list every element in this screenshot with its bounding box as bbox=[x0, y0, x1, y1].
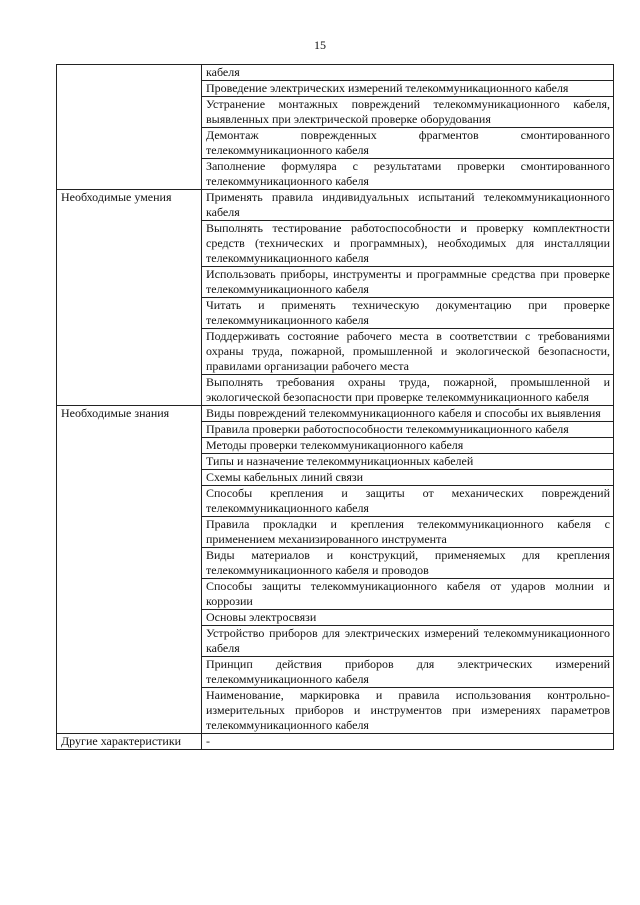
table-row bbox=[57, 406, 614, 422]
section-item: Типы и назначение телекоммуникационных кабелей bbox=[202, 454, 614, 470]
section-label: Необходимые знания bbox=[57, 406, 202, 734]
page-number: 15 bbox=[314, 38, 326, 52]
table-row bbox=[57, 190, 614, 221]
section-item: Поддерживать состояние рабочего места в соответствии с требованиями охраны труда, пожарной, промышленной и экологической безопасности, правилами организации рабочего места bbox=[202, 329, 614, 375]
section-item: Виды повреждений телекоммуникационного кабеля и способы их выявления bbox=[202, 406, 614, 422]
section-item: Заполнение формуляра с результатами проверки смонтированного телекоммуникационного кабеля bbox=[202, 159, 614, 190]
section-item: Устранение монтажных повреждений телекоммуникационного кабеля, выявленных при электрической проверке оборудования bbox=[202, 97, 614, 128]
section-item: Способы защиты телекоммуникационного кабеля от ударов молнии и коррозии bbox=[202, 579, 614, 610]
section-item: Выполнять требования охраны труда, пожарной, промышленной и экологической безопасности при проверке телекоммуникационного кабеля bbox=[202, 375, 614, 406]
section-item: Наименование, маркировка и правила использования контрольно-измерительных приборов и инструментов при измерениях параметров телекоммуникационного кабеля bbox=[202, 688, 614, 734]
section-label: Другие характеристики bbox=[57, 734, 202, 750]
section-item: Принцип действия приборов для электрических измерений телекоммуникационного кабеля bbox=[202, 657, 614, 688]
section-item: Схемы кабельных линий связи bbox=[202, 470, 614, 486]
table-row bbox=[57, 734, 614, 750]
section-item: кабеля bbox=[202, 65, 614, 81]
section-item: Использовать приборы, инструменты и программные средства при проверке телекоммуникационного кабеля bbox=[202, 267, 614, 298]
table-row bbox=[57, 65, 614, 81]
competency-table bbox=[56, 64, 614, 750]
section-item: Применять правила индивидуальных испытаний телекоммуникационного кабеля bbox=[202, 190, 614, 221]
section-item: Демонтаж поврежденных фрагментов смонтированного телекоммуникационного кабеля bbox=[202, 128, 614, 159]
section-item: Проведение электрических измерений телекоммуникационного кабеля bbox=[202, 81, 614, 97]
section-item: Способы крепления и защиты от механических повреждений телекоммуникационного кабеля bbox=[202, 486, 614, 517]
section-label bbox=[57, 65, 202, 190]
section-item: Устройство приборов для электрических измерений телекоммуникационного кабеля bbox=[202, 626, 614, 657]
section-item: - bbox=[202, 734, 614, 750]
section-item: Основы электросвязи bbox=[202, 610, 614, 626]
section-item: Виды материалов и конструкций, применяемых для крепления телекоммуникационного кабеля и проводов bbox=[202, 548, 614, 579]
section-item: Правила проверки работоспособности телекоммуникационного кабеля bbox=[202, 422, 614, 438]
section-item: Читать и применять техническую документацию при проверке телекоммуникационного кабеля bbox=[202, 298, 614, 329]
section-label: Необходимые умения bbox=[57, 190, 202, 406]
section-item: Правила прокладки и крепления телекоммуникационного кабеля с применением механизированного инструмента bbox=[202, 517, 614, 548]
section-item: Методы проверки телекоммуникационного кабеля bbox=[202, 438, 614, 454]
section-item: Выполнять тестирование работоспособности и проверку комплектности средств (технических и программных), необходимых для инсталляции телекоммуникационного кабеля bbox=[202, 221, 614, 267]
table-body bbox=[57, 65, 614, 750]
